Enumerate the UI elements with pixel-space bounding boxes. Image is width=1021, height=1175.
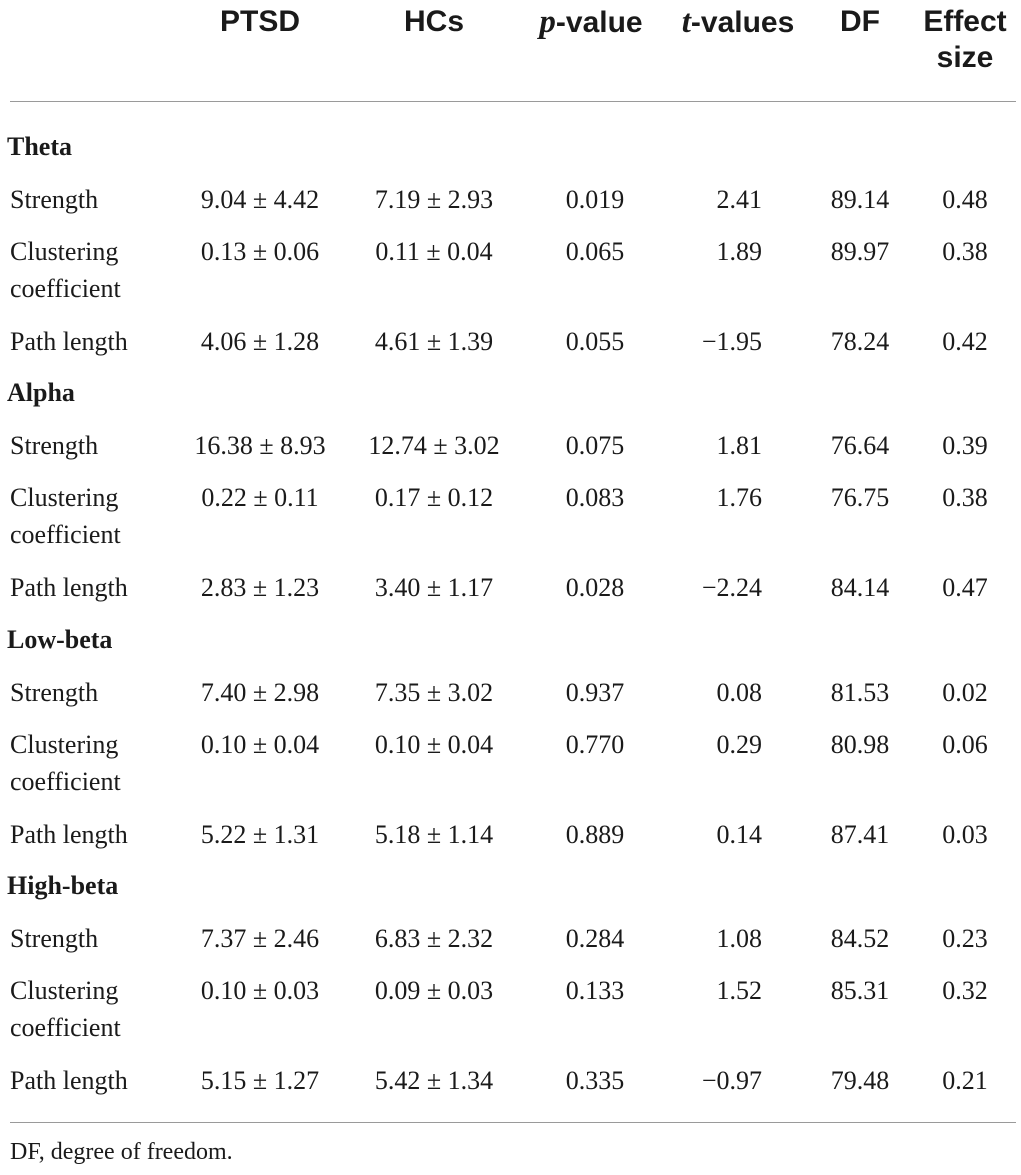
row-label-line1: Clustering [10,976,119,1005]
ptsd-value: 5.15 ± 1.27 [200,1066,320,1095]
p-value: 0.937 [565,678,625,707]
hcs-value: 0.17 ± 0.12 [374,483,494,512]
row-label [10,569,128,606]
header-rule [10,101,1016,102]
ptsd-value: 2.83 ± 1.23 [200,573,320,602]
header-p-italic: p [539,4,556,40]
ptsd-value: 0.13 ± 0.06 [200,237,320,266]
hcs-value: 7.35 ± 3.02 [374,678,494,707]
row-label [10,726,121,800]
effect-size-value: 0.48 [942,185,988,214]
t-value: 0.08 [716,678,762,707]
header-t-rest: -values [690,6,795,39]
ptsd-value: 9.04 ± 4.42 [200,185,320,214]
row-label [10,816,128,853]
header-df: DF [840,5,880,38]
hcs-value: 0.11 ± 0.04 [375,237,493,266]
header-effect-line2: size [936,41,994,74]
row-label-line1: Path length [10,573,128,602]
ptsd-value: 7.40 ± 2.98 [200,678,320,707]
effect-size-value: 0.39 [942,431,988,460]
effect-size-value: 0.47 [942,573,988,602]
row-label [10,181,98,218]
p-value: 0.083 [565,483,625,512]
effect-size-value: 0.21 [942,1066,988,1095]
effect-size-value: 0.32 [942,976,988,1005]
df-value: 79.48 [830,1066,890,1095]
hcs-value: 12.74 ± 3.02 [368,431,500,460]
header-p-rest: -value [555,6,643,39]
t-value: −2.24 [701,573,762,602]
ptsd-value: 4.06 ± 1.28 [200,327,320,356]
t-value: 0.14 [716,820,762,849]
row-label-line1: Strength [10,678,99,707]
row-label [10,1062,128,1099]
t-value: 0.29 [716,730,762,759]
header-ptsd: PTSD [219,5,300,38]
p-value: 0.055 [565,327,625,356]
df-value: 76.75 [830,483,890,512]
hcs-value: 6.83 ± 2.32 [374,924,494,953]
row-label-line2: coefficient [10,274,121,303]
ptsd-value: 0.10 ± 0.04 [200,730,320,759]
effect-size-value: 0.02 [942,678,988,707]
row-label-line1: Clustering [10,483,119,512]
row-label-line1: Clustering [10,237,119,266]
row-label-line2: coefficient [10,520,121,549]
ptsd-value: 7.37 ± 2.46 [200,924,320,953]
t-value: 1.76 [716,483,762,512]
p-value: 0.335 [565,1066,625,1095]
row-label-line1: Path length [10,327,128,356]
p-value: 0.770 [565,730,625,759]
df-value: 76.64 [830,431,890,460]
hcs-value: 0.10 ± 0.04 [374,730,494,759]
footnote: DF, degree of freedom. [10,1139,233,1165]
p-value: 0.019 [565,185,625,214]
row-label-line1: Strength [10,924,99,953]
t-value: 1.89 [716,237,762,266]
row-label-line1: Path length [10,1066,128,1095]
ptsd-value: 5.22 ± 1.31 [200,820,320,849]
hcs-value: 0.09 ± 0.03 [374,976,494,1005]
p-value: 0.889 [565,820,625,849]
df-value: 84.52 [830,924,890,953]
df-value: 89.14 [830,185,890,214]
header-hcs: HCs [403,5,464,38]
df-value: 78.24 [830,327,890,356]
df-value: 87.41 [830,820,890,849]
t-value: 1.08 [716,924,762,953]
footer-rule [10,1122,1016,1123]
effect-size-value: 0.38 [942,237,988,266]
effect-size-value: 0.03 [942,820,988,849]
ptsd-value: 0.22 ± 0.11 [201,483,319,512]
header-t-italic: t [681,4,691,40]
row-label-line2: coefficient [10,1013,121,1042]
row-label [10,479,121,553]
header-effect-size [910,4,1020,76]
row-label-line1: Clustering [10,730,119,759]
group-heading: Alpha [7,378,75,407]
ptsd-value: 16.38 ± 8.93 [194,431,326,460]
p-value: 0.075 [565,431,625,460]
p-value: 0.028 [565,573,625,602]
row-label [10,920,98,957]
header-p-value [526,4,656,41]
row-label [10,323,128,360]
ptsd-value: 0.10 ± 0.03 [200,976,320,1005]
row-label-line1: Strength [10,185,99,214]
df-value: 81.53 [830,678,890,707]
hcs-value: 7.19 ± 2.93 [374,185,494,214]
p-value: 0.284 [565,924,625,953]
effect-size-value: 0.38 [942,483,988,512]
t-value: −0.97 [701,1066,762,1095]
group-heading: High-beta [7,871,119,900]
row-label [10,427,98,464]
row-label [10,972,121,1046]
t-value: 1.52 [716,976,762,1005]
effect-size-value: 0.06 [942,730,988,759]
df-value: 89.97 [830,237,890,266]
t-value: 2.41 [716,185,762,214]
p-value: 0.133 [565,976,625,1005]
df-value: 84.14 [830,573,890,602]
hcs-value: 4.61 ± 1.39 [374,327,494,356]
table-header [0,0,1021,100]
header-effect-line1: Effect [923,5,1007,38]
effect-size-value: 0.23 [942,924,988,953]
header-t-values [672,4,804,41]
row-label-line1: Strength [10,431,99,460]
t-value: 1.81 [716,431,762,460]
group-heading: Low-beta [7,625,113,654]
hcs-value: 5.42 ± 1.34 [374,1066,494,1095]
row-label [10,233,121,307]
hcs-value: 3.40 ± 1.17 [374,573,494,602]
row-label [10,674,98,711]
p-value: 0.065 [565,237,625,266]
df-value: 80.98 [830,730,890,759]
df-value: 85.31 [830,976,890,1005]
t-value: −1.95 [701,327,762,356]
effect-size-value: 0.42 [942,327,988,356]
group-heading: Theta [7,132,72,161]
hcs-value: 5.18 ± 1.14 [374,820,494,849]
row-label-line2: coefficient [10,767,121,796]
row-label-line1: Path length [10,820,128,849]
